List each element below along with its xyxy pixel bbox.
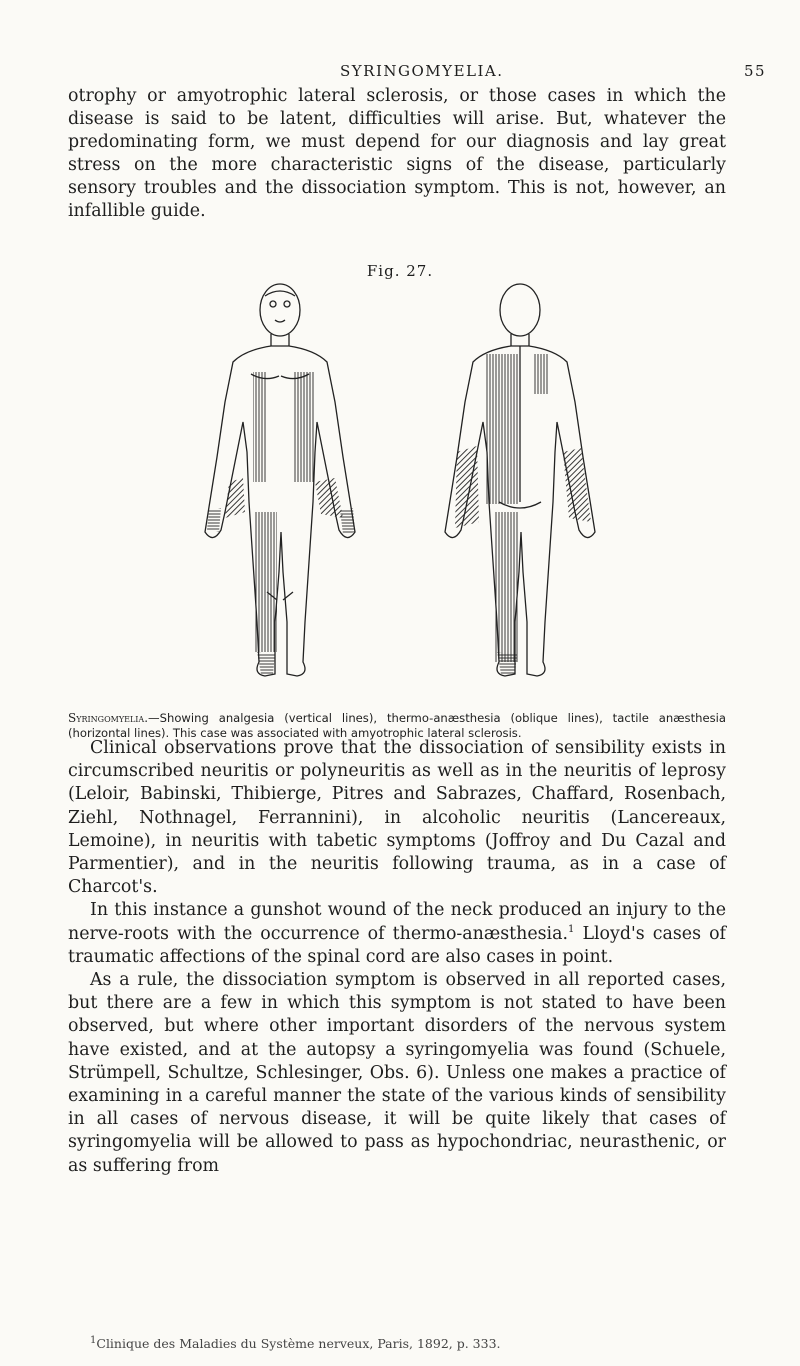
intro-paragraph: otrophy or amyotrophic lateral sclerosis, or those cases in which the disease is said to be latent, difficulties will arise. But, whatever the predominating form, we must depend for our diagnosis and lay great stress on the more characteristic signs of the disease, particularly sensory troubles and the dissociation symptom. This is not, however, an infallible guide.: [68, 86, 726, 221]
figure-label: Fig. 27.: [366, 262, 434, 280]
page-number: 55: [744, 62, 767, 80]
caption-lead: Syringomyelia.: [68, 711, 149, 725]
back-figure: [445, 284, 595, 676]
paragraph-2: [68, 899, 726, 969]
body-diagram-figure: [195, 282, 635, 702]
body-diagram-svg: [195, 282, 635, 702]
footnote: [68, 1336, 726, 1351]
paragraph-2-after: Lloyd's cases of traumatic affections of the spinal cord are also cases in point.: [68, 923, 726, 967]
footnote-mark: 1: [90, 1334, 97, 1346]
footnote-text: Clinique des Maladies du Système nerveux, Paris, 1892, p. 333.: [96, 1336, 501, 1351]
front-figure: [205, 284, 355, 676]
body-text: [68, 737, 726, 1178]
paragraph-1: Clinical observations prove that the dissociation of sensibility exists in circumscribed neuritis or polyneuritis as well as in the neuritis of leprosy (Leloir, Babinski, Thibierge, Pitres and Sabrazes, Chaffard, Rosenbach, Ziehl, Nothnagel, Ferrannini), in alcoholic neuritis (Lancereaux, Lemoine), in neuritis with tabetic symptoms (Joffroy and Du Cazal and Parmentier), and in the neuritis following trauma, as in a case of Charcot's.: [68, 738, 726, 898]
paragraph-3: As a rule, the dissociation symptom is observed in all reported cases, but there are a few in which this symptom is not stated to have been observed, but where other important disorders of the nervous system have existed, and at the autopsy a syringomyelia was found (Schuele, Strümpell, Schultze, Schlesinger, Obs. 6). Unless one makes a practice of examining in a careful manner the state of the various kinds of sensibility in all cases of nervous disease, it will be quite likely that cases of syringomyelia will be allowed to pass as hypochondriac, neurasthenic, or as suffering from: [68, 970, 726, 1176]
caption-text: —Showing analgesia (vertical lines), thermo-anæsthesia (oblique lines), tactile anæsthesia (horizontal lines). This case was associated with amyotrophic lateral sclerosis.: [68, 711, 726, 740]
footnote-ref: 1: [568, 923, 575, 935]
running-title: SYRINGOMYELIA.: [340, 62, 504, 80]
paragraph-2-before: In this instance a gunshot wound of the neck produced an injury to the nerve-roots with the occurrence of thermo-anæsthesia.: [68, 900, 726, 944]
